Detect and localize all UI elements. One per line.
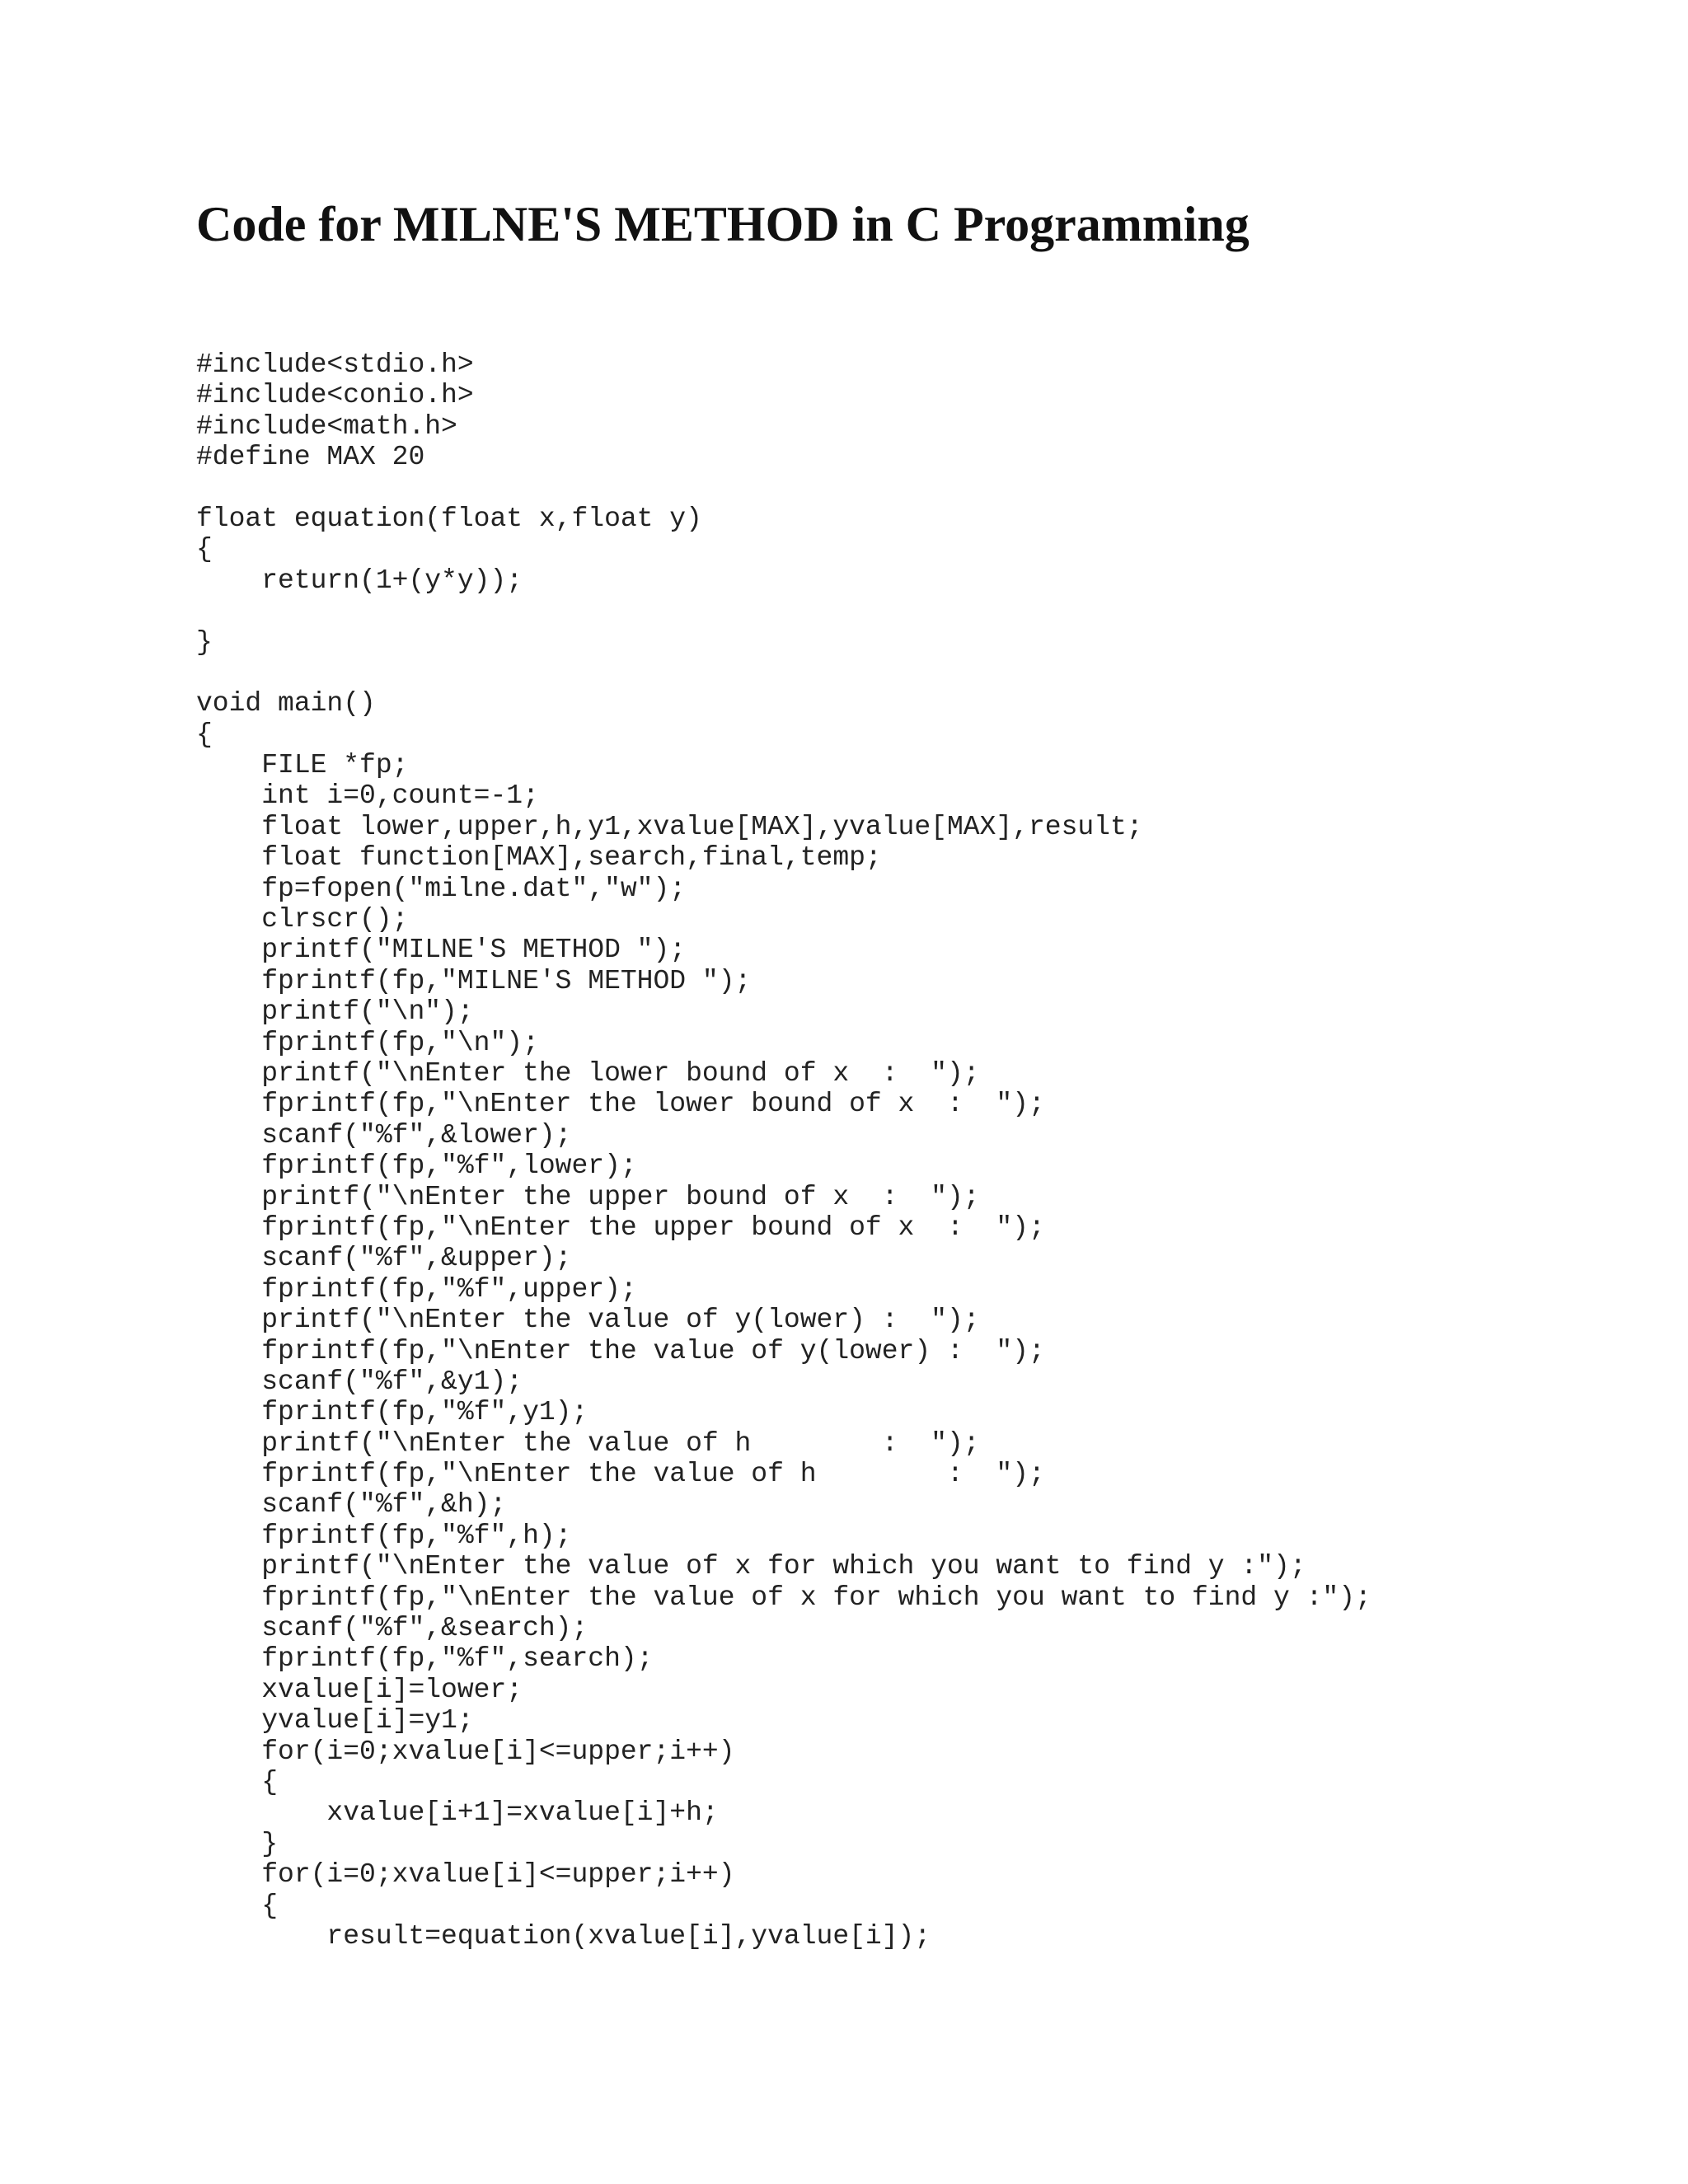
code-line: { (196, 534, 213, 565)
code-line: fprintf(fp,"\nEnter the upper bound of x : "); (196, 1212, 1045, 1243)
code-line: fprintf(fp,"%f",search); (196, 1643, 654, 1675)
code-line: FILE *fp; (196, 750, 409, 781)
code-line: printf("MILNE'S METHOD "); (196, 935, 687, 966)
blank-line (196, 658, 1372, 688)
code-line: } (196, 1828, 279, 1859)
code-line: scanf("%f",&upper); (196, 1243, 572, 1274)
code-line: fprintf(fp,"%f",h); (196, 1520, 572, 1551)
code-line: fprintf(fp,"MILNE'S METHOD "); (196, 965, 752, 996)
code-line: yvalue[i]=y1; (196, 1705, 474, 1736)
blank-line (196, 596, 1372, 626)
code-line: void main() (196, 688, 376, 719)
code-line: { (196, 719, 213, 750)
page-title: Code for MILNE'S METHOD in C Programming (196, 197, 1250, 251)
code-line: { (196, 1890, 279, 1921)
code-line: for(i=0;xvalue[i]<=upper;i++) (196, 1859, 735, 1891)
code-line: for(i=0;xvalue[i]<=upper;i++) (196, 1736, 735, 1767)
code-line: fprintf(fp,"%f",lower); (196, 1151, 637, 1182)
code-line: #include<math.h> (196, 410, 457, 442)
code-line: printf("\nEnter the value of h : "); (196, 1427, 980, 1459)
code-line: return(1+(y*y)); (196, 565, 523, 596)
code-line: float function[MAX],search,final,temp; (196, 842, 882, 874)
code-line: printf("\n"); (196, 996, 474, 1028)
code-line: fprintf(fp,"\nEnter the value of x for which you want to find y :"); (196, 1582, 1372, 1613)
code-line: printf("\nEnter the value of y(lower) : "); (196, 1305, 980, 1336)
code-block (196, 349, 1372, 1952)
code-line: xvalue[i]=lower; (196, 1674, 523, 1705)
code-line: float lower,upper,h,y1,xvalue[MAX],yvalue[MAX],result; (196, 811, 1143, 842)
code-line: xvalue[i+1]=xvalue[i]+h; (196, 1797, 719, 1829)
code-line: printf("\nEnter the lower bound of x : "); (196, 1057, 980, 1089)
code-line: fprintf(fp,"%f",upper); (196, 1273, 637, 1305)
code-line: scanf("%f",&h); (196, 1489, 507, 1521)
code-line: fprintf(fp,"\n"); (196, 1027, 539, 1058)
code-line: result=equation(xvalue[i],yvalue[i]); (196, 1920, 931, 1952)
code-line: { (196, 1766, 279, 1797)
code-line: #include<conio.h> (196, 380, 474, 411)
code-line: scanf("%f",&search); (196, 1613, 588, 1644)
code-line: float equation(float x,float y) (196, 503, 702, 534)
code-line: fprintf(fp,"\nEnter the value of h : "); (196, 1459, 1045, 1490)
code-line: scanf("%f",&lower); (196, 1119, 572, 1151)
code-line: printf("\nEnter the upper bound of x : "); (196, 1181, 980, 1212)
code-line: } (196, 626, 213, 658)
blank-line (196, 473, 1372, 504)
code-line: scanf("%f",&y1); (196, 1366, 523, 1397)
code-line: printf("\nEnter the value of x for which you want to find y :"); (196, 1551, 1306, 1582)
code-line: fprintf(fp,"\nEnter the value of y(lower) : "); (196, 1335, 1045, 1366)
code-line: clrscr(); (196, 904, 409, 935)
code-line: fp=fopen("milne.dat","w"); (196, 873, 687, 904)
code-line: #include<stdio.h> (196, 349, 474, 380)
code-line: fprintf(fp,"\nEnter the lower bound of x : "); (196, 1089, 1045, 1120)
code-line: #define MAX 20 (196, 442, 425, 473)
code-line: int i=0,count=-1; (196, 780, 539, 812)
code-line: fprintf(fp,"%f",y1); (196, 1397, 588, 1428)
